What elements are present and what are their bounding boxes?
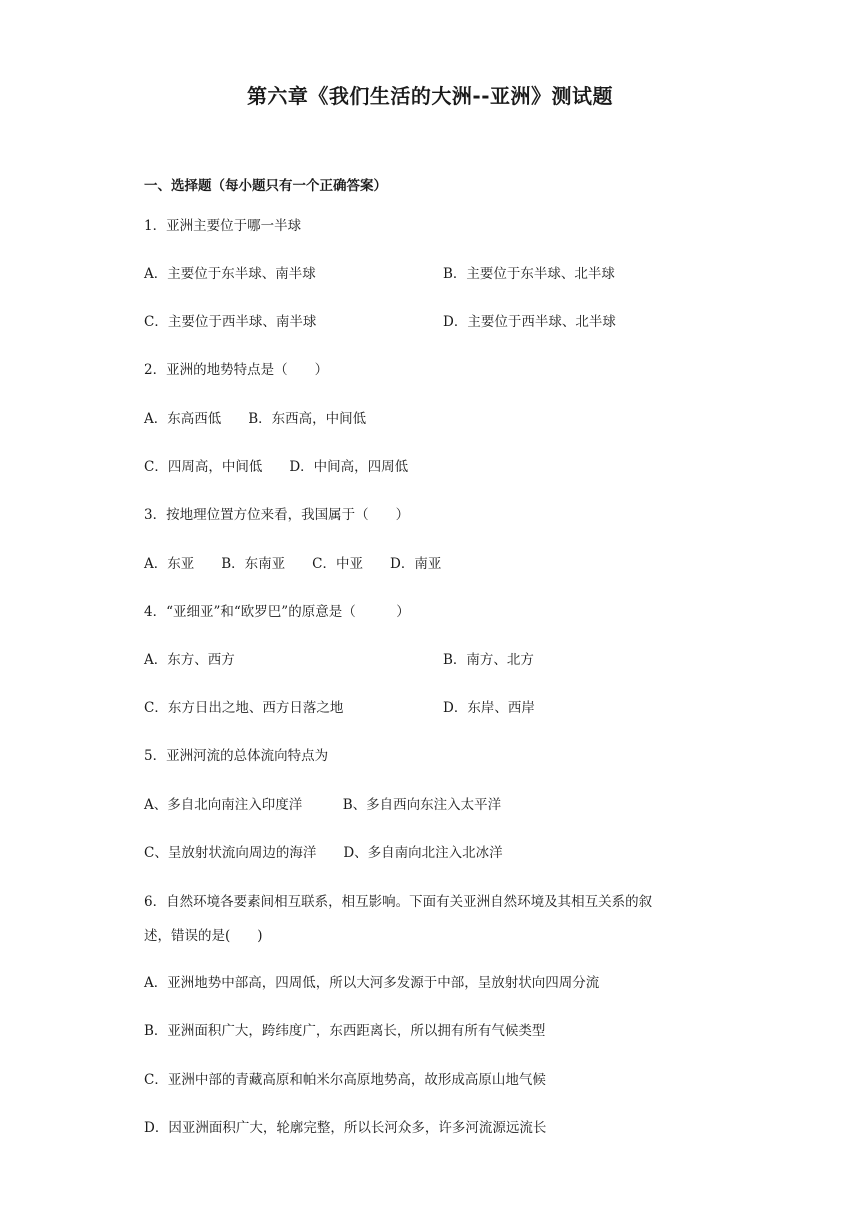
question-1-stem: 1．亚洲主要位于哪一半球 [144,218,302,234]
question-2-stem: 2．亚洲的地势特点是（ ） [144,362,329,378]
question-4-option-d: D．东岸、西岸 [443,700,535,716]
question-6-option-a: A．亚洲地势中部高，四周低，所以大河多发源于中部，呈放射状向四周分流 [144,975,600,991]
question-2-options-ab: A．东高西低 B．东西高，中间低 [144,411,367,427]
question-5-options-cd: C、呈放射状流向周边的海洋 D、多自南向北注入北冰洋 [144,845,503,861]
question-6-option-b: B．亚洲面积广大，跨纬度广，东西距离长，所以拥有所有气候类型 [144,1023,546,1039]
question-1-option-c: C．主要位于西半球、南半球 [144,314,317,330]
question-1-option-b: B．主要位于东半球、北半球 [443,266,615,282]
question-5-stem: 5．亚洲河流的总体流向特点为 [144,748,329,764]
question-3-options: A．东亚 B．东南亚 C．中亚 D．南亚 [144,556,442,572]
question-6-stem-line-1: 6．自然环境各要素间相互联系，相互影响。下面有关亚洲自然环境及其相互关系的叙 [144,894,653,910]
question-2-options-cd: C．四周高，中间低 D．中间高，四周低 [144,459,409,475]
question-1-option-d: D．主要位于西半球、北半球 [443,314,616,330]
question-3-stem: 3．按地理位置方位来看，我国属于（ ） [144,507,410,523]
question-6-stem-line-2: 述，错误的是( ) [144,928,263,944]
question-4-option-c: C．东方日出之地、西方日落之地 [144,700,344,716]
question-5-options-ab: A、多自北向南注入印度洋 B、多自西向东注入太平洋 [144,797,502,813]
question-6-option-c: C．亚洲中部的青藏高原和帕米尔高原地势高，故形成高原山地气候 [144,1072,546,1088]
section-heading: 一、选择题（每小题只有一个正确答案） [144,178,387,194]
page-title: 第六章《我们生活的大洲--亚洲》测试题 [246,84,614,108]
question-4-stem: 4．“亚细亚”和“欧罗巴”的原意是（ ） [144,604,410,620]
question-4-option-a: A．东方、西方 [144,652,235,668]
question-6-option-d: D．因亚洲面积广大，轮廓完整，所以长河众多，许多河流源远流长 [144,1120,547,1136]
question-1-option-a: A．主要位于东半球、南半球 [144,266,316,282]
question-4-option-b: B．南方、北方 [443,652,534,668]
